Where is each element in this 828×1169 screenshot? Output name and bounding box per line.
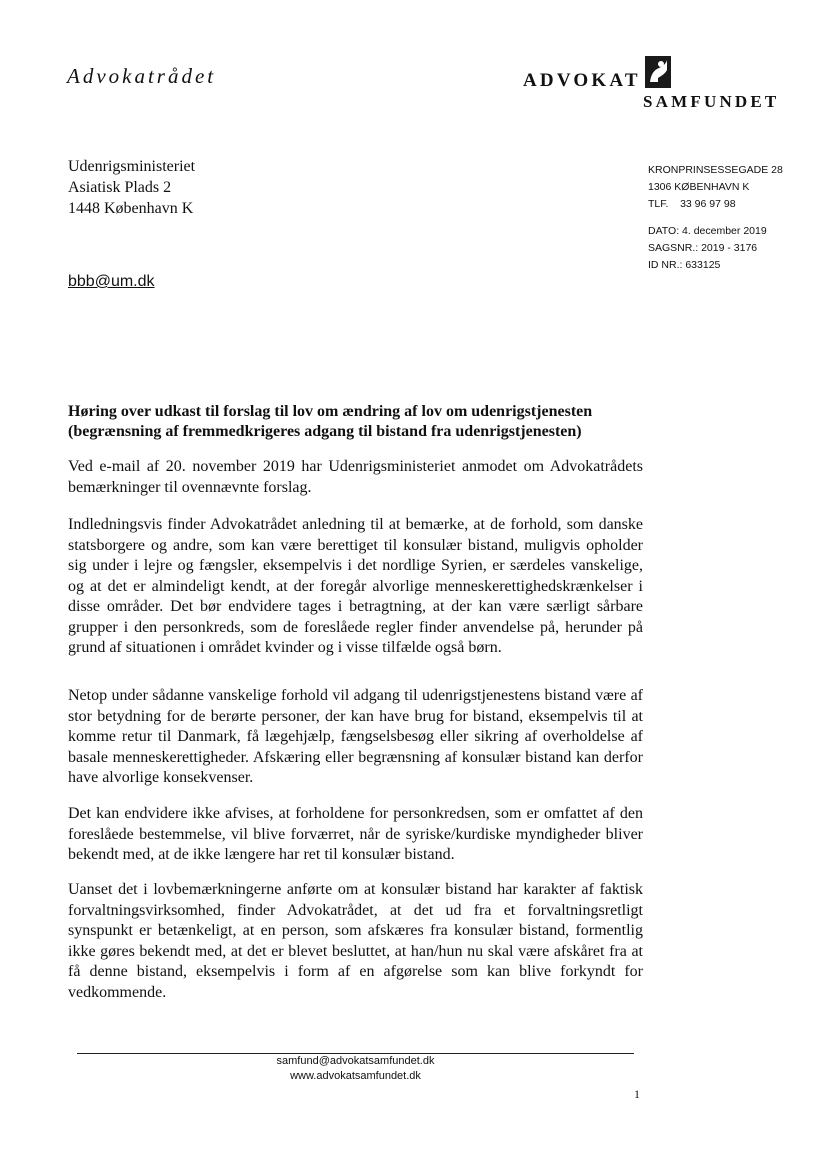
paragraph-5: Uanset det i lovbemærkningerne anførte om at konsulær bistand har karakter af faktisk forvaltningsvirksomhed, finder Advokatrådet, at det ud fra et forvaltningsretligt synspunkt er betænkeligt, at en person, som afskæres fra konsulær bistand, formentlig ikke gøres bekendt med, at det er blevet besluttet, at han/hun nu skal være afskåret fra at få denne bistand, eksempelvis i form af en afgørelse som kan blive forkyndt for vedkommende. [68,881,643,1001]
sender-street: KRONPRINSESSEGADE 28 [648,164,783,176]
recipient-street: Asiatisk Plads 2 [68,179,172,196]
recipient-name: Udenrigsministeriet [68,158,196,175]
page-number: 1 [634,1087,640,1101]
paragraph-2: Indledningsvis finder Advokatrådet anledning til at bemærke, at de forhold, som danske statsborgere og andre, som kan være berettiget til konsulær bistand, muligvis opholder sig under i lejre og fængsler, eksempelvis i det nordlige Syrien, er særdeles vanskelige, og at det er almindeligt kendt, at der foregår alvorlige menneskerettighedskrænkelser i disse områder. Det bør endvidere tages i betragtning, at der kan være særligt sårbare grupper i den personkreds, som de foreslåede regler finder anvendelse på, herunder på grund af situationen i området kvinder og i visse tilfælde også børn. [68,516,643,656]
letter-subject: Høring over udkast til forslag til lov om ændring af lov om udenrigstjenesten (begrænsning af fremmedkrigeres adgang til bistand fra udenrigstjenesten) [68,403,593,440]
footer-website-link[interactable]: www.advokatsamfundet.dk [290,1070,421,1082]
footer-divider [77,1053,634,1054]
paragraph-4: Det kan endvidere ikke afvises, at forholdene for personkredsen, som er omfattet af den foreslåede bestemmelse, vil blive forværret, når de syriske/kurdiske myndigheder bliver bekendt med, at de ikke længere har ret til konsulær bistand. [68,805,643,863]
paragraph-3: Netop under sådanne vanskelige forhold vil adgang til udenrigstjenestens bistand være af stor betydning for de berørte personer, der kan have brug for bistand, eksempelvis til at komme retur til Danmark, få lægehjælp, fængselsbesøg eller sikring af overholdelse af basale menneskerettigheder. Afskæring eller begrænsning af konsulær bistand kan derfor have alvorlige konsekvenser. [68,687,643,786]
paragraph-1: Ved e-mail af 20. november 2019 har Udenrigsministeriet anmodet om Advokatrådets bemærkninger til ovennævnte forslag. [68,458,643,496]
logo-text-samfundet: SAMFUNDET [643,92,780,111]
advokatsamfundet-logo-icon [645,56,671,88]
letter-date: DATO: 4. december 2019 [648,225,767,237]
recipient-email-link[interactable]: bbb@um.dk [68,273,155,290]
sender-phone: TLF. 33 96 97 98 [648,198,736,210]
advokatraadet-title: Advokatrådet [67,64,217,88]
footer-email-link[interactable]: samfund@advokatsamfundet.dk [276,1055,435,1067]
sender-city: 1306 KØBENHAVN K [648,181,750,193]
case-number: SAGSNR.: 2019 - 3176 [648,242,758,254]
id-number: ID NR.: 633125 [648,259,721,271]
recipient-city: 1448 København K [68,200,194,217]
logo-text-advokat: ADVOKAT [523,70,641,91]
